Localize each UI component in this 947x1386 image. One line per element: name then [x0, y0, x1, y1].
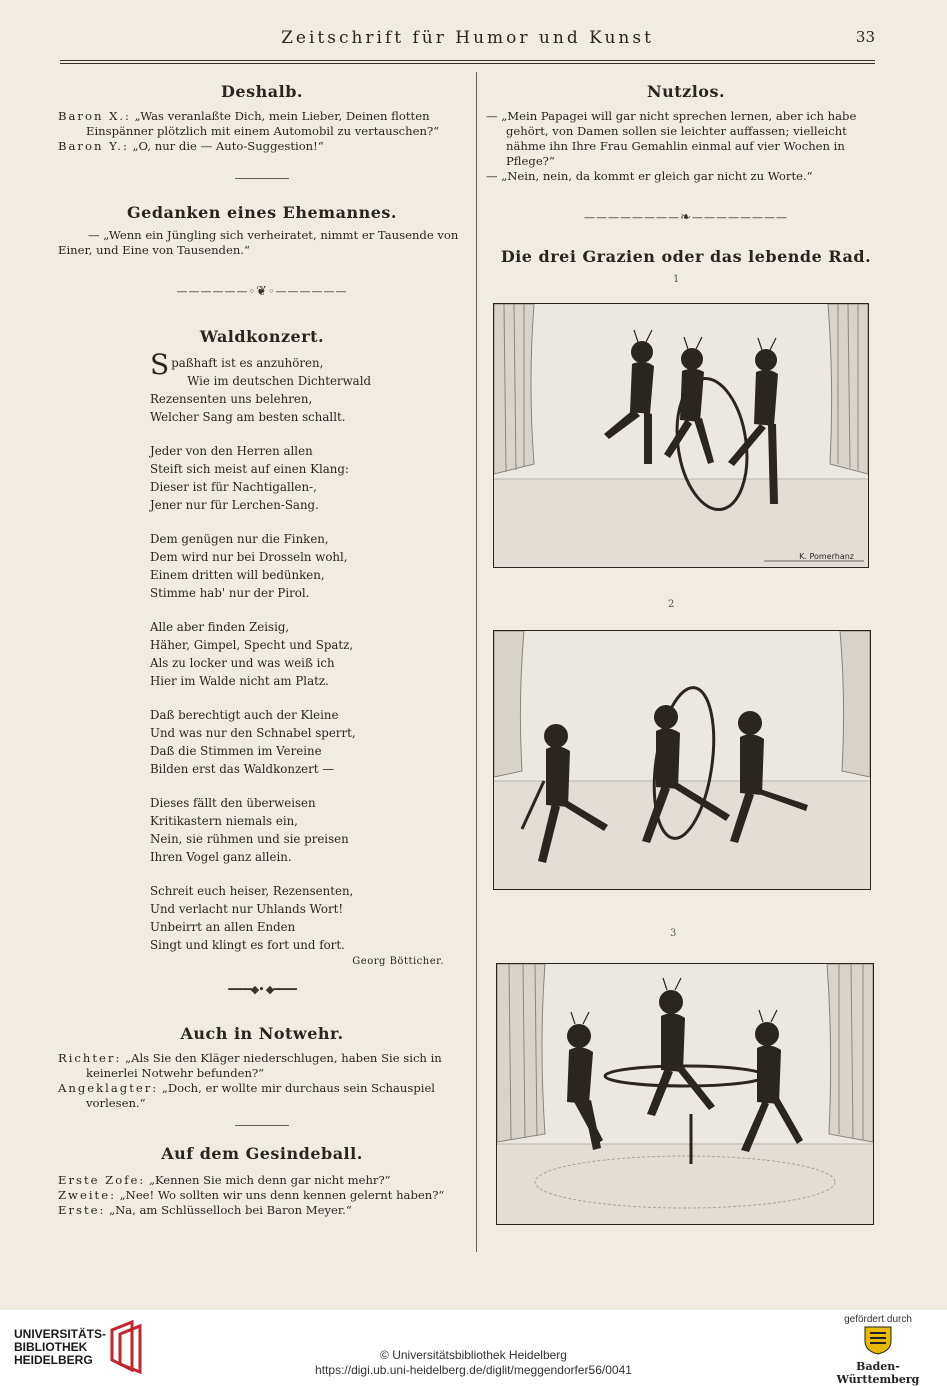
notwehr-line-2 [58, 1081, 466, 1111]
speaker: Erste Zofe: [58, 1173, 146, 1187]
funder-logo [823, 1314, 933, 1386]
dialogue: „Als Sie den Kläger niederschlugen, haben Sie sich in keinerlei Notwehr befunden?“ [86, 1051, 442, 1080]
stage-curtain-left [494, 304, 534, 474]
stage-curtain-right [840, 631, 870, 777]
notwehr-line-1 [58, 1051, 466, 1081]
stanza [150, 618, 466, 690]
coat-of-arms-icon [861, 1325, 895, 1355]
dialogue: „Na, am Schlüsselloch bei Baron Meyer.“ [109, 1203, 352, 1217]
poem-line: Dieses fällt den überweisen [150, 796, 316, 810]
gedanken-title: Gedanken eines Ehemannes. [127, 203, 397, 222]
left-column [58, 72, 466, 1218]
right-column [486, 72, 886, 266]
poem-line: Unbeirrt an allen Enden [150, 920, 296, 934]
gedanken-text: — „Wenn ein Jüngling sich verheiratet, nimmt er Tausende von Einer, und Eine von Tausenden.“ [58, 228, 459, 257]
illustration-panel-1 [493, 303, 869, 568]
poem-line: Und verlacht nur Uhlands Wort! [150, 902, 344, 916]
nutzlos-title: Nutzlos. [646, 82, 726, 101]
stage-curtain-left [497, 964, 545, 1142]
deshalb-line-1 [58, 109, 466, 139]
page-number: 33 [855, 28, 875, 46]
poem-line: Häher, Gimpel, Specht und Spatz, [150, 638, 354, 652]
nutzlos-line-2: — „Nein, nein, da kommt er gleich gar nicht zu Worte.“ [486, 169, 813, 183]
speaker: Angeklagter: [58, 1081, 159, 1095]
deshalb-title: Deshalb. [221, 82, 303, 101]
stanza [150, 530, 466, 602]
dancers-hoop-illustration [494, 631, 870, 889]
library-name-line: UNIVERSITÄTS- [14, 1327, 107, 1341]
poem-line: Dem genügen nur die Finken, [150, 532, 329, 546]
illustration-panel-2 [493, 630, 871, 890]
funder-name: Baden-Württemberg [836, 1360, 920, 1386]
illustration-panel-3 [496, 963, 874, 1225]
notwehr-title: Auch in Notwehr. [180, 1024, 344, 1043]
gesindeball-line-3 [58, 1203, 466, 1218]
stanza [150, 442, 466, 514]
poem-line: Nein, sie rühmen und sie preisen [150, 832, 349, 846]
speaker: Erste: [58, 1203, 106, 1217]
stanza [150, 882, 466, 954]
poem-line: Als zu locker und was weiß ich [150, 656, 335, 670]
poem-line: Daß die Stimmen im Vereine [150, 744, 322, 758]
permalink[interactable]: https://digi.ub.uni-heidelberg.de/diglit/meggendorfer56/0041 [315, 1363, 632, 1377]
stage-curtain-left [494, 631, 524, 777]
poem-line: Daß berechtigt auch der Kleine [150, 708, 339, 722]
gesindeball-title: Auf dem Gesindeball. [161, 1144, 363, 1163]
header-rule [60, 60, 875, 64]
ornament-divider: ——————◦❦◦—————— [176, 284, 348, 299]
dialogue: „O, nur die — Auto-Suggestion!“ [132, 139, 324, 153]
dialogue: „Doch, er wollte mir durchaus sein Schauspiel vorlesen.“ [86, 1081, 436, 1110]
poem-author: Georg Bötticher. [352, 956, 444, 967]
copyright-notice: © Universitätsbibliothek Heidelberg [380, 1348, 567, 1362]
gesindeball-line-2 [58, 1188, 466, 1203]
poem-line: Dem wird nur bei Drosseln wohl, [150, 550, 348, 564]
grazien-title: Die drei Grazien oder das lebende Rad. [500, 247, 872, 266]
speaker: Baron X.: [58, 109, 131, 123]
poem-line: Spaßhaft ist es anzuhören, [150, 348, 324, 381]
stage-curtain-right [827, 964, 873, 1142]
poem-line: Alle aber finden Zeisig, [150, 620, 290, 634]
poem-line: Jener nur für Lerchen-Sang. [150, 498, 319, 512]
poem-line: Dieser ist für Nachtigallen-, [150, 480, 317, 494]
stanza [150, 348, 466, 426]
dialogue: „Was veranlaßte Dich, mein Lieber, Deinen flotten Einspänner plötzlich mit einem Automobil zu vertauschen?“ [86, 109, 440, 138]
figure-number: 2 [668, 599, 675, 610]
poem-line: Rezensenten uns belehren, [150, 392, 313, 406]
poem-line: Hier im Walde nicht am Platz. [150, 674, 329, 688]
running-head [60, 28, 875, 56]
poem-line: Ihren Vogel ganz allein. [150, 850, 292, 864]
ornament-divider: ━━━━◆•◆━━━━ [228, 983, 296, 996]
poem-line: Schreit euch heiser, Rezensenten, [150, 884, 354, 898]
poem-line: Jeder von den Herren allen [150, 444, 313, 458]
artist-signature: K. Pomerhanz [799, 552, 854, 561]
poem-line: Stimme hab' nur der Pirol. [150, 586, 310, 600]
dancers-hoop-illustration [497, 964, 873, 1224]
dialogue: „Nee! Wo sollten wir uns denn kennen gelernt haben?“ [119, 1188, 445, 1202]
journal-title: Zeitschrift für Humor und Kunst [281, 28, 654, 48]
poem-line: Kritikastern niemals ein, [150, 814, 298, 828]
poem-line: Wie im deutschen Dichterwald [187, 374, 372, 388]
poem-line: Steift sich meist auf einen Klang: [150, 462, 349, 476]
drop-cap: S [150, 348, 170, 381]
speaker: Baron Y.: [58, 139, 129, 153]
gesindeball-line-1 [58, 1173, 466, 1188]
waldkonzert-title: Waldkonzert. [199, 327, 325, 346]
column-divider [476, 72, 477, 1252]
poem-line: Bilden erst das Waldkonzert — [150, 762, 335, 776]
dancers-hoop-illustration [494, 304, 868, 567]
dialogue: „Kennen Sie mich denn gar nicht mehr?“ [148, 1173, 391, 1187]
poem-line: Einem dritten will bedünken, [150, 568, 325, 582]
ornament-divider: ————————❧———————— [584, 210, 788, 225]
nutzlos-line-1: — „Mein Papagei will gar nicht sprechen lernen, aber ich habe gehört, von Damen sollen sie leichter auffassen; vielleicht nähme ihn Ihre Frau Gemahlin einmal auf vier Wochen in Pflege?“ [486, 109, 857, 168]
speaker: Zweite: [58, 1188, 116, 1202]
funded-by-label: gefördert durch [844, 1314, 912, 1325]
poem-line: Welcher Sang am besten schallt. [150, 410, 346, 424]
stage-curtain-right [828, 304, 868, 474]
library-footer [0, 1310, 947, 1386]
figure-number: 3 [670, 928, 677, 939]
deshalb-line-2 [58, 139, 466, 154]
stanza [150, 706, 466, 778]
poem-line: Und was nur den Schnabel sperrt, [150, 726, 356, 740]
waldkonzert-poem [150, 348, 466, 954]
library-name-line: BIBLIOTHEK [14, 1340, 88, 1354]
figure-number: 1 [673, 274, 680, 285]
speaker: Richter: [58, 1051, 122, 1065]
library-name-line: HEIDELBERG [14, 1353, 93, 1367]
poem-line: Singt und klingt es fort und fort. [150, 938, 345, 952]
stanza [150, 794, 466, 866]
